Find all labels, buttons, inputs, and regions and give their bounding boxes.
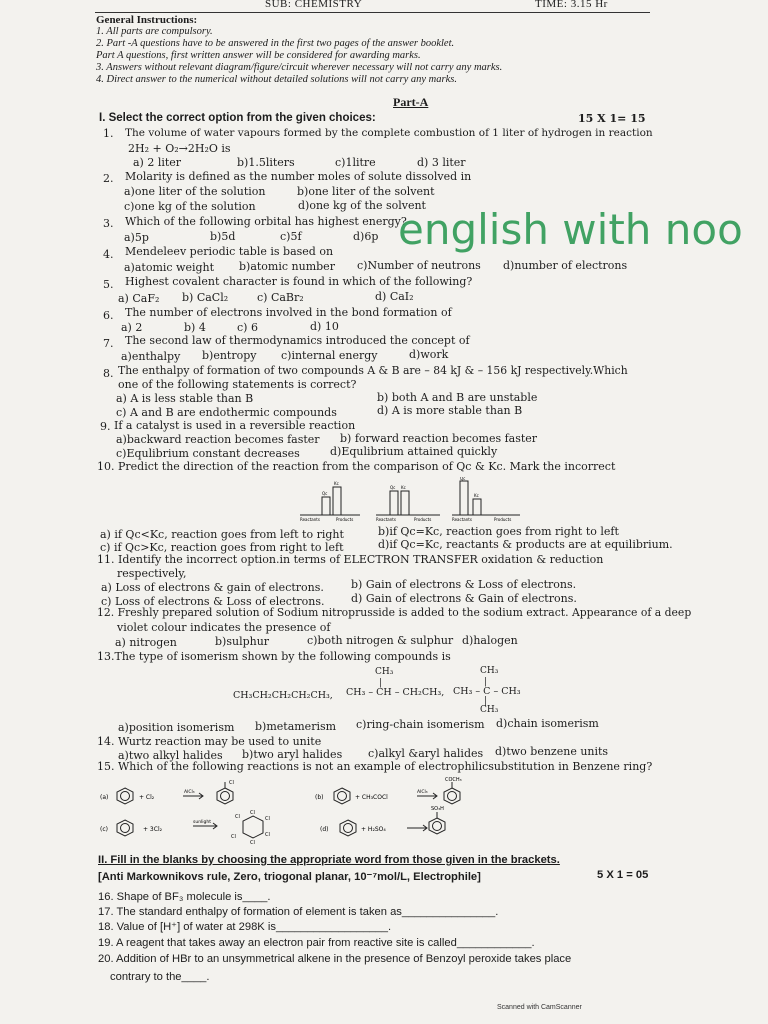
q4-number: 4.: [103, 248, 114, 261]
benzenesulfonic-acid-icon: [429, 818, 445, 834]
q1-equation: 2H₂ + O₂→2H₂O is: [128, 142, 231, 155]
benzene-ring-icon: [117, 788, 133, 804]
bar-mark: [322, 497, 330, 515]
q15-reagent-a: + Cl₂: [139, 794, 155, 801]
benzene-ring-icon: [340, 820, 356, 836]
q3-option-b: b)5d: [210, 230, 236, 243]
q15-catalyst-c: sunlight: [193, 820, 212, 825]
q3-text: Which of the following orbital has highest energy?: [125, 215, 407, 228]
q14-option-d: d)two benzene units: [495, 745, 609, 758]
q1-option-b: b)1.5liters: [237, 156, 295, 169]
q12-option-a: a) nitrogen: [115, 636, 177, 649]
bar-mark: [390, 491, 398, 515]
bar-mark: [401, 491, 409, 515]
q11-option-d: d) Gain of electrons & Gain of electrons.: [351, 592, 577, 605]
subject-label: SUB: CHEMISTRY: [265, 0, 363, 10]
q1-text: The volume of water vapours formed by the complete combustion of 1 liter of hydrogen in reaction: [125, 127, 653, 139]
q15-cl-label: Cl: [231, 834, 236, 840]
q7-option-b: b)entropy: [202, 349, 257, 362]
q19-text: 19. A reagent that takes away an electron pair from reactive site is called____________.: [98, 937, 535, 949]
qc-kc-diagram: [300, 477, 540, 522]
watermark: english with noo: [398, 205, 743, 254]
q3-option-d: d)6p: [353, 230, 379, 243]
q10-option-a: a) if Qc<Kc, reaction goes from left to right: [100, 528, 344, 541]
methyl-group: CH₃: [480, 666, 499, 676]
diagram-label-kc: Kc: [334, 481, 339, 486]
section1-title: I. Select the correct option from the given choices:: [99, 112, 376, 124]
benzene-ring-icon: [117, 820, 133, 836]
q9-option-a: a)backward reaction becomes faster: [116, 433, 320, 446]
bar-mark: [473, 499, 481, 515]
q17-text: 17. The standard enthalpy of formation of element is taken as_______________.: [98, 906, 499, 918]
q2-option-c: c)one kg of the solution: [124, 200, 256, 213]
q12-option-c: c)both nitrogen & sulphur: [307, 634, 454, 647]
q6-option-a: a) 2: [121, 321, 143, 334]
q16-text: 16. Shape of BF₃ molecule is____.: [98, 891, 271, 903]
q15-label-c: (c): [100, 826, 108, 833]
diagram-label-reactants: Reactants: [452, 517, 472, 522]
q9-text: If a catalyst is used in a reversible reaction: [114, 419, 356, 432]
q11-text-cont: respectively,: [117, 567, 187, 580]
q5-number: 5.: [103, 278, 114, 291]
q15-cl-label: Cl: [250, 810, 255, 816]
general-instructions: [96, 14, 656, 86]
q6-number: 6.: [103, 309, 114, 322]
q5-option-b: b) CaCl₂: [182, 291, 229, 304]
q8-text-cont: one of the following statements is correct?: [118, 378, 357, 391]
q8-number: 8.: [103, 367, 114, 380]
q20-text-cont: contrary to the____.: [110, 971, 210, 983]
q8-text: The enthalpy of formation of two compounds A & B are – 84 kJ & – 156 kJ respectively.Which: [118, 364, 628, 377]
q15-product-cocH3: COCH₃: [445, 777, 462, 783]
q7-option-c: c)internal energy: [281, 349, 378, 362]
q20-text: 20. Addition of HBr to an unsymmetrical alkene in the presence of Benzoyl peroxide takes place: [98, 953, 572, 965]
q6-option-b: b) 4: [184, 321, 206, 334]
q4-option-c: c)Number of neutrons: [357, 259, 481, 272]
section2-title: II. Fill in the blanks by choosing the appropriate word from those given in the brackets.: [98, 854, 560, 866]
scanner-footer: Scanned with CamScanner: [497, 1004, 582, 1011]
diagram-label-reactants: Reactants: [300, 517, 320, 522]
reaction-schemes: [95, 776, 495, 844]
q15-reagent-c: + 3Cl₂: [143, 826, 163, 833]
q10-option-c: c) if Qc>Kc, reaction goes from right to left: [100, 541, 344, 554]
q5-option-d: d) CaI₂: [375, 290, 414, 303]
diagram-label-qc: Qc: [390, 485, 396, 490]
q13-option-a: a)position isomerism: [118, 721, 235, 734]
q10-option-b: b)if Qc=Kc, reaction goes from right to left: [378, 525, 619, 538]
q4-option-a: a)atomic weight: [124, 261, 215, 274]
q8-option-d: d) A is more stable than B: [377, 404, 523, 417]
methyl-group: CH₃: [480, 705, 499, 715]
q7-number: 7.: [103, 337, 114, 350]
diagram-label-reactants: Reactants: [376, 517, 396, 522]
diagram-label-products: Products: [336, 517, 354, 522]
section1-marks: 15 X 1= 15: [578, 112, 646, 125]
q3-option-c: c)5f: [280, 230, 302, 243]
q8-option-c: c) A and B are endothermic compounds: [116, 406, 337, 419]
q1-option-c: c)1litre: [335, 156, 376, 169]
q13-text: 13.The type of isomerism shown by the following compounds is: [97, 650, 451, 663]
isomer-2-methylbutane: CH₃ – CH – CH₂CH₃,: [346, 687, 445, 698]
q8-option-a: a) A is less stable than B: [116, 392, 254, 405]
q15-reagent-d: + H₂SO₄: [361, 826, 386, 833]
instruction-line: Part A questions, first written answer will be considered for awarding marks.: [96, 50, 421, 61]
q14-option-c: c)alkyl &aryl halides: [368, 747, 484, 760]
q15-label-b: (b): [315, 794, 324, 801]
q5-option-a: a) CaF₂: [118, 292, 160, 305]
diagram-label-kc: Kc: [474, 493, 479, 498]
q1-option-a: a) 2 liter: [133, 156, 182, 169]
q7-text: The second law of thermodynamics introduced the concept of: [125, 334, 470, 347]
q2-option-b: b)one liter of the solvent: [297, 185, 435, 198]
q1-number: 1.: [103, 127, 114, 140]
q13-option-b: b)metamerism: [255, 720, 337, 733]
bond-line: |: [379, 678, 383, 688]
q1-option-d: d) 3 liter: [417, 156, 466, 169]
section2-marks: 5 X 1 = 05: [597, 869, 649, 881]
q15-text: 15. Which of the following reactions is not an example of electrophilicsubstitution in Benzene ring?: [97, 760, 653, 773]
section2-options: [Anti Markownikovs rule, Zero, triogonal planar, 10⁻⁷mol/L, Electrophile]: [98, 871, 481, 883]
bar-mark: [460, 481, 468, 515]
q11-option-b: b) Gain of electrons & Loss of electrons.: [351, 578, 577, 591]
q4-option-b: b)atomic number: [239, 260, 335, 273]
q12-option-d: d)halogen: [462, 634, 518, 647]
q15-label-a: (a): [100, 794, 109, 801]
q9-option-c: c)Equlibrium constant decreases: [116, 447, 300, 460]
q10-option-d: d)if Qc=Kc, reactants & products are at equilibrium.: [378, 538, 673, 551]
q15-product-cl: Cl: [229, 780, 234, 786]
q15-cl-label: Cl: [235, 814, 240, 820]
q14-option-a: a)two alkyl halides: [118, 749, 223, 762]
q11-option-c: c) Loss of electrons & Loss of electrons.: [101, 595, 325, 608]
q15-reagent-b: + CH₃COCl: [355, 794, 388, 801]
part-a-heading: Part-A: [393, 95, 429, 109]
q12-text: 12. Freshly prepared solution of Sodium nitroprusside is added to the sodium extract. Appearance of a deep: [97, 606, 692, 619]
benzene-ring-icon: [334, 788, 350, 804]
q5-option-c: c) CaBr₂: [257, 291, 304, 304]
q6-option-c: c) 6: [237, 321, 258, 334]
diagram-label-products: Products: [414, 517, 432, 522]
instruction-line: 2. Part -A questions have to be answered in the first two pages of the answer booklet.: [96, 38, 455, 49]
q2-option-a: a)one liter of the solution: [124, 185, 266, 198]
diagram-label-kc: Kc: [401, 485, 406, 490]
q9-option-b: b) forward reaction becomes faster: [340, 432, 538, 445]
q3-option-a: a)5p: [124, 231, 149, 244]
q12-option-b: b)sulphur: [215, 635, 270, 648]
q4-option-d: d)number of electrons: [503, 259, 628, 272]
q15-label-d: (d): [320, 826, 329, 833]
q6-text: The number of electrons involved in the bond formation of: [125, 306, 452, 319]
hexachlorocyclohexane-icon: [243, 816, 263, 838]
q2-option-d: d)one kg of the solvent: [298, 199, 426, 212]
q14-option-b: b)two aryl halides: [242, 748, 343, 761]
diagram-label-qc: Qc: [322, 491, 328, 496]
q10-text: 10. Predict the direction of the reaction from the comparison of Qc & Kc. Mark the incorrect: [97, 460, 616, 473]
isomer-pentane: CH₃CH₂CH₂CH₂CH₃,: [233, 690, 333, 701]
isomer-neopentane: CH₃ – C – CH₃: [453, 686, 521, 697]
q6-option-d: d) 10: [310, 320, 339, 333]
q11-text: 11. Identify the incorrect option.in terms of ELECTRON TRANSFER oxidation & reduction: [97, 553, 604, 566]
q9-number: 9.: [100, 420, 111, 433]
methyl-group: CH₃: [375, 667, 394, 677]
q2-text: Molarity is defined as the number moles of solute dissolved in: [125, 170, 472, 183]
q15-cl-label: Cl: [250, 840, 255, 844]
instructions-title: General Instructions:: [96, 14, 198, 26]
q13-option-d: d)chain isomerism: [496, 717, 599, 730]
q7-option-a: a)enthalpy: [121, 350, 181, 363]
instruction-line: 4. Direct answer to the numerical without detailed solutions will not carry any marks.: [96, 74, 457, 85]
q9-option-d: d)Equlibrium attained quickly: [330, 445, 498, 458]
time-label: TIME: 3.15 Hr: [535, 0, 608, 10]
chlorobenzene-icon: [217, 788, 233, 804]
diagram-label-products: Products: [494, 517, 512, 522]
acetophenone-icon: [444, 788, 460, 804]
q14-text: 14. Wurtz reaction may be used to unite: [97, 735, 322, 748]
diagram-label-qc: Qc: [460, 477, 466, 481]
q5-text: Highest covalent character is found in which of the following?: [125, 275, 473, 288]
paper-header: [95, 0, 650, 13]
q15-catalyst-b: AlCl₃: [417, 790, 428, 795]
bond-line: |: [484, 696, 488, 706]
instruction-line: 3. Answers without relevant diagram/figure/circuit wherever necessary will not carry any marks.: [96, 62, 503, 73]
q4-text: Mendeleev periodic table is based on: [125, 245, 334, 258]
instruction-line: 1. All parts are compulsory.: [96, 26, 213, 37]
q15-catalyst-a: AlCl₃: [184, 790, 195, 795]
q15-cl-label: Cl: [265, 832, 270, 838]
q8-option-b: b) both A and B are unstable: [377, 391, 538, 404]
q13-option-c: c)ring-chain isomerism: [356, 718, 485, 731]
q15-cl-label: Cl: [265, 816, 270, 822]
bar-mark: [333, 487, 341, 515]
q11-option-a: a) Loss of electrons & gain of electrons.: [101, 581, 324, 594]
q12-text-cont: violet colour indicates the presence of: [117, 621, 331, 634]
q3-number: 3.: [103, 217, 114, 230]
q7-option-d: d)work: [409, 348, 449, 361]
q18-text: 18. Value of [H⁺] of water at 298K is__________________.: [98, 921, 392, 933]
q2-number: 2.: [103, 172, 114, 185]
bond-line: |: [484, 677, 488, 687]
q15-product-so3h: SO₃H: [431, 806, 444, 812]
